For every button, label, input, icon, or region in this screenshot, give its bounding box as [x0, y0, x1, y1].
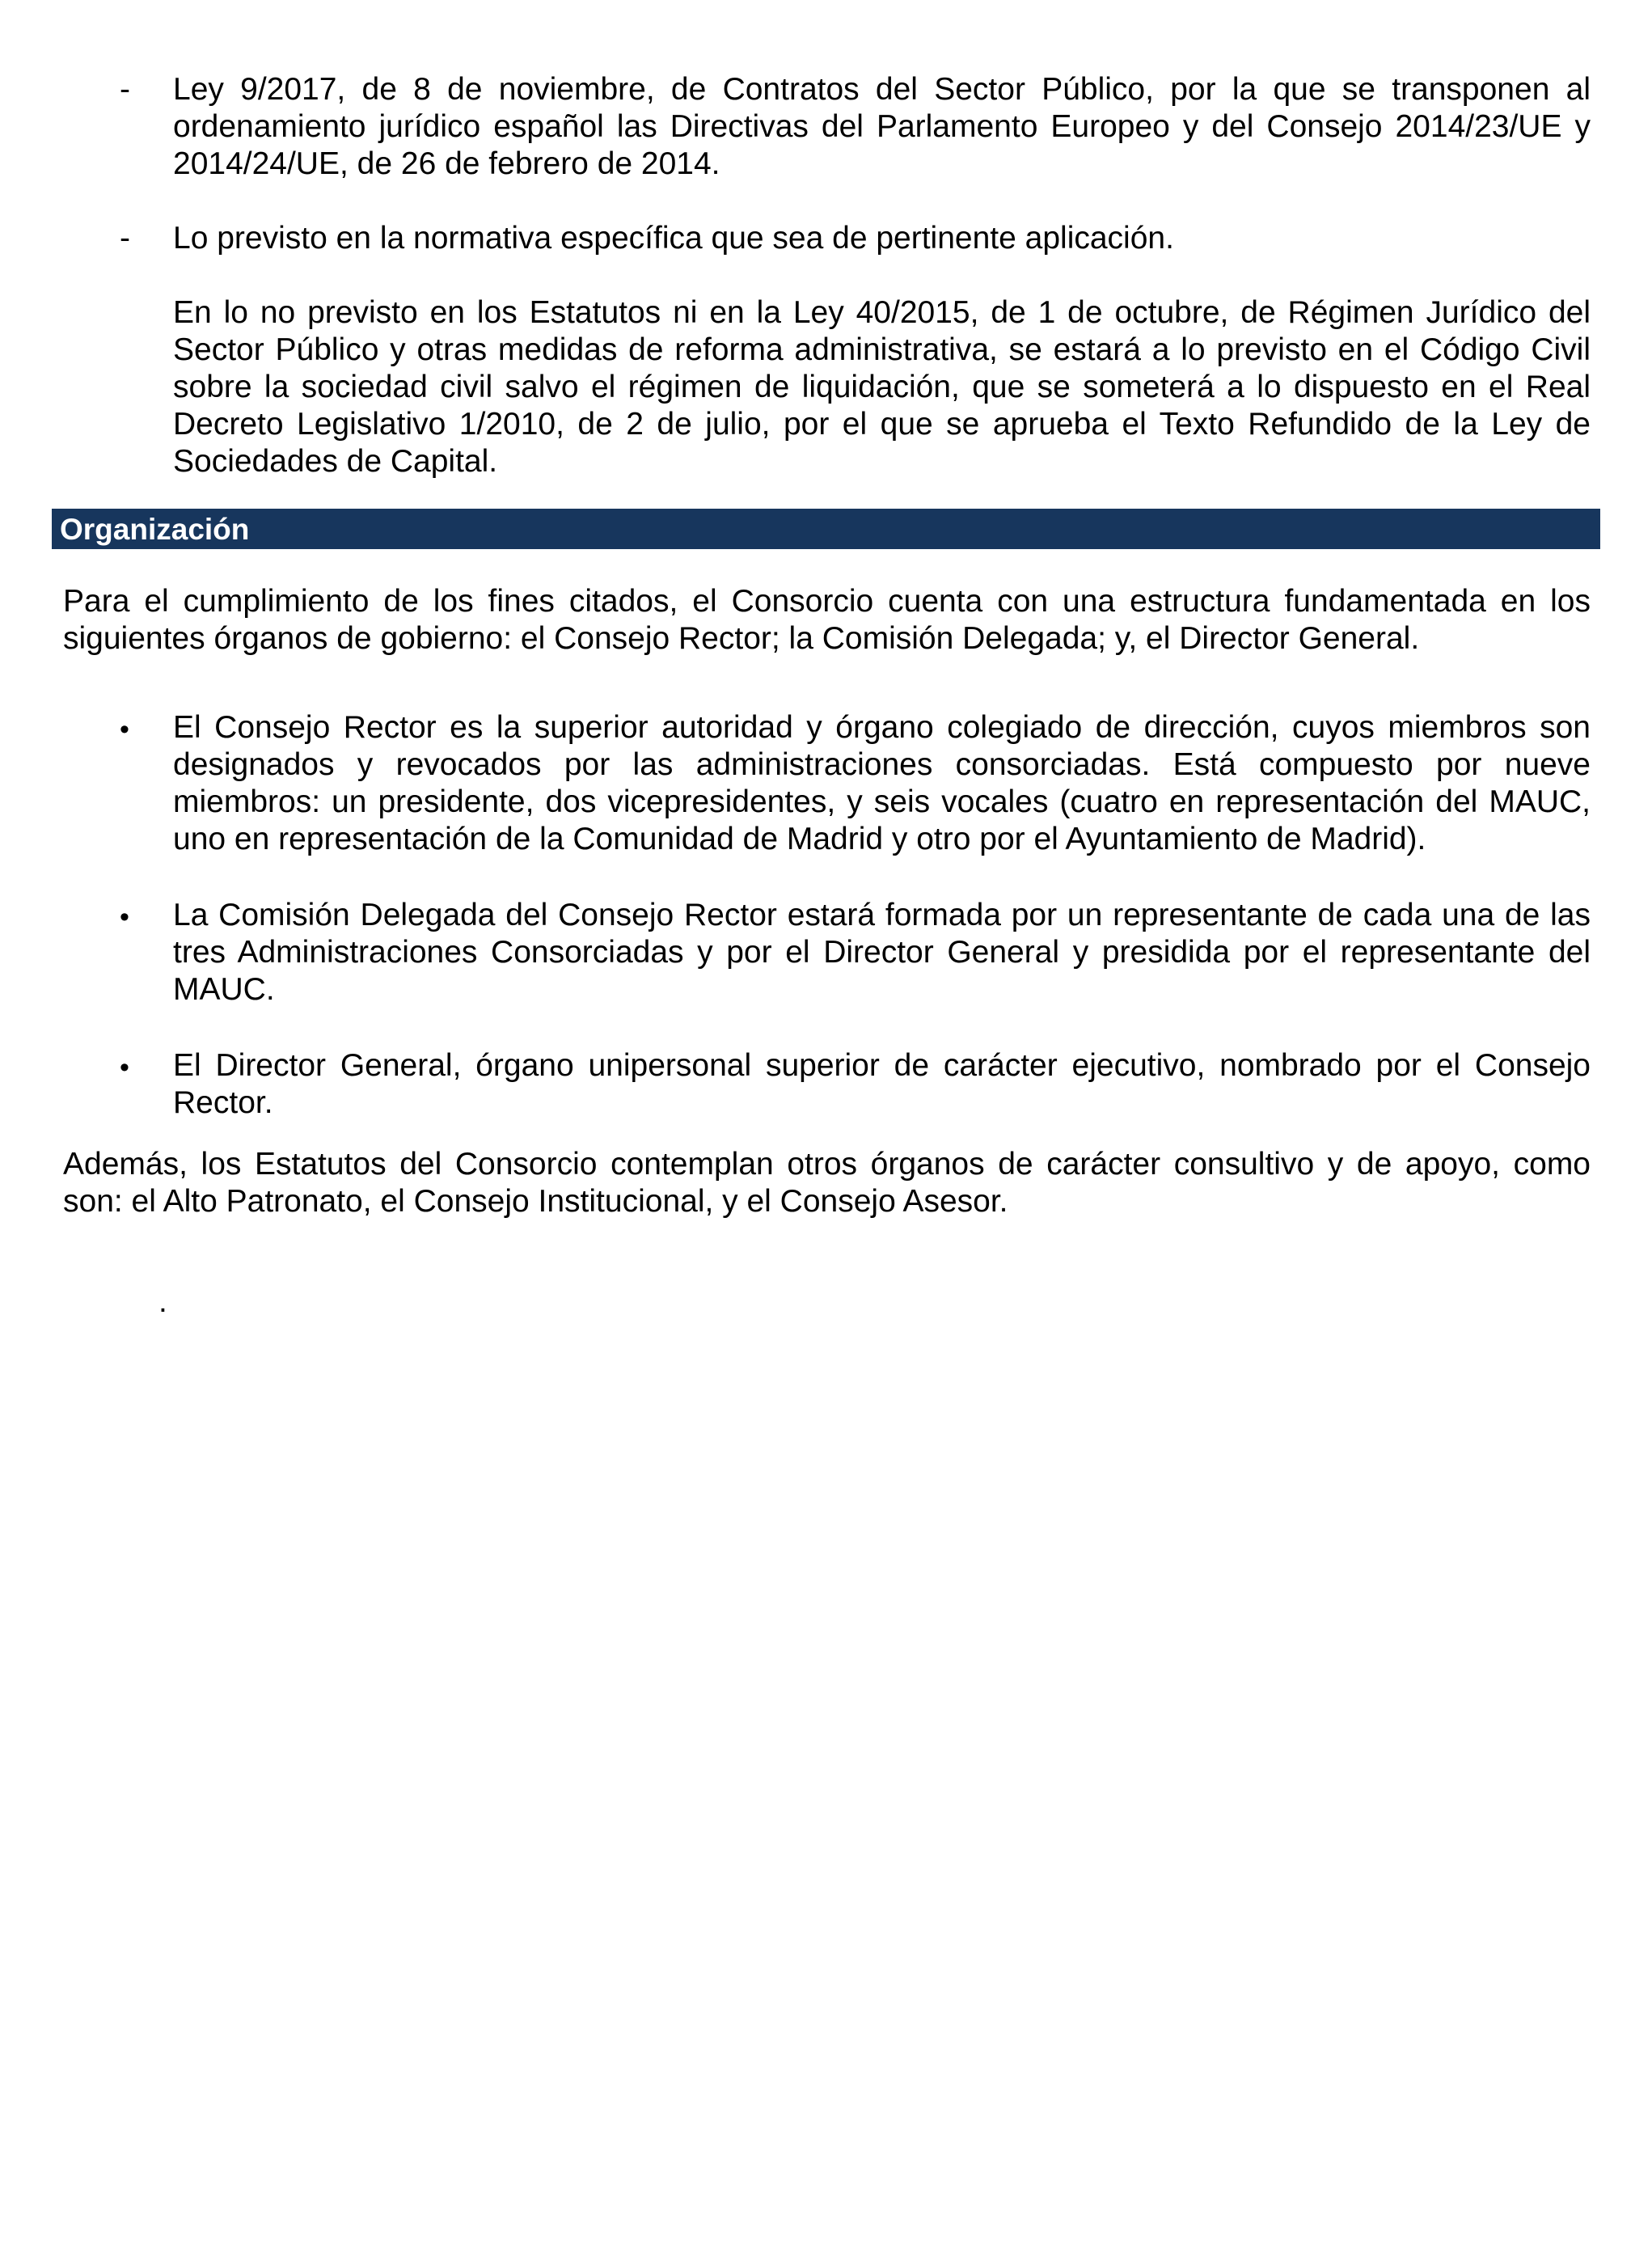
- dash-marker: -: [120, 221, 130, 256]
- bullet-list-item: [63, 1047, 1591, 1122]
- bullet-marker: •: [120, 1052, 129, 1083]
- dash-item-text: Ley 9/2017, de 8 de noviembre, de Contratos del Sector Público, por la que se transponen al ordenamiento jurídico español las Directivas del Parlamento Europeo y del Consejo 2014/23/UE y 2014/24/UE, de 26 de febrero de 2014.: [173, 72, 1591, 181]
- bullet-item-text: El Consejo Rector es la superior autoridad y órgano colegiado de dirección, cuyos miembros son designados y revocados por las administraciones consorciadas. Está compuesto por nueve miembros: un presidente, dos vicepresidentes, y seis vocales (cuatro en representación del MAUC, uno en representación de la Comunidad de Madrid y otro por el Ayuntamiento de Madrid).: [173, 710, 1591, 856]
- dash-item-text: Lo previsto en la normativa específica que sea de pertinente aplicación.: [173, 221, 1174, 256]
- intro-paragraph: Para el cumplimiento de los fines citados, el Consorcio cuenta con una estructura fundamentada en los siguientes órganos de gobierno: el Consejo Rector; la Comisión Delegada; y, el Director General.: [63, 584, 1591, 656]
- dash-list-item: [63, 71, 1591, 183]
- dash-list-item: [63, 220, 1591, 257]
- closing-paragraph: Además, los Estatutos del Consorcio contemplan otros órganos de carácter consultivo y de apoyo, como son: el Alto Patronato, el Consejo Institucional, y el Consejo Asesor.: [63, 1147, 1591, 1219]
- section-header-bar: [52, 509, 1600, 549]
- bullet-item-text: La Comisión Delegada del Consejo Rector estará formada por un representante de cada una de las tres Administraciones Consorciadas y por el Director General y presidida por el representante del MAUC.: [173, 898, 1591, 1007]
- bullet-marker: •: [120, 714, 129, 745]
- bullet-marker: •: [120, 902, 129, 932]
- dash-marker: -: [120, 72, 130, 107]
- bullet-list-item: [63, 897, 1591, 1008]
- bullet-list-item: [63, 709, 1591, 858]
- trailing-period: .: [158, 1284, 167, 1319]
- bullet-item-text: El Director General, órgano unipersonal superior de carácter ejecutivo, nombrado por el Consejo Rector.: [173, 1048, 1591, 1120]
- indented-paragraph: En lo no previsto en los Estatutos ni en la Ley 40/2015, de 1 de octubre, de Régimen Jurídico del Sector Público y otras medidas de reforma administrativa, se estará a lo previsto en el Código Civil sobre la sociedad civil salvo el régimen de liquidación, que se someterá a lo dispuesto en el Real Decreto Legislativo 1/2010, de 2 de julio, por el que se aprueba el Texto Refundido de la Ley de Sociedades de Capital.: [173, 295, 1591, 479]
- section-title: Organización: [60, 512, 250, 546]
